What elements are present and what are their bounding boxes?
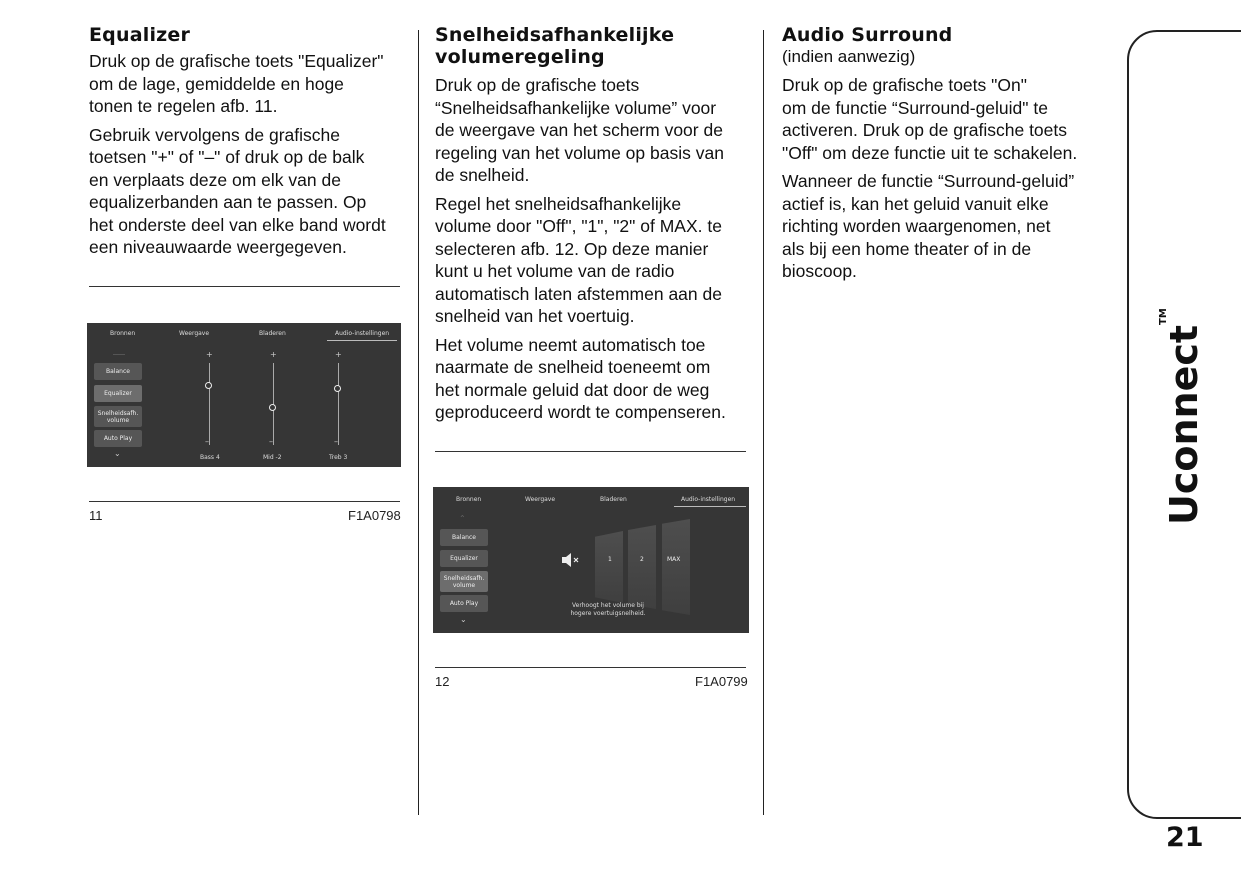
figure-12-caption-rule [435, 667, 746, 668]
auto-play-button[interactable]: Auto Play [94, 430, 142, 447]
equalizer-button[interactable]: Equalizer [94, 385, 142, 402]
active-tab-underline [674, 506, 746, 507]
slider-knob[interactable] [205, 382, 212, 389]
audio-surround-paragraph-2 [782, 170, 1102, 283]
text-line: geproduceerd wordt te compenseren. [435, 402, 726, 422]
page-number: 21 [1166, 822, 1204, 853]
tab-bladeren[interactable]: Bladeren [600, 496, 627, 503]
text-line: en verplaats deze om elk van de [89, 169, 341, 190]
chevron-down-icon[interactable]: ⌄ [114, 449, 121, 458]
text-line: de snelheid. [435, 165, 530, 185]
figure-11-equalizer-screen [87, 323, 401, 467]
column-equalizer [89, 24, 407, 259]
speed-volume-heading [435, 24, 753, 68]
figure-11-code: F1A0798 [348, 508, 401, 523]
text-line: equalizerbanden aan te passen. Op [89, 192, 367, 212]
scroll-up-indicator [113, 354, 125, 355]
chapter-title-uconnect [1158, 308, 1206, 525]
tab-bronnen[interactable]: Bronnen [456, 496, 482, 503]
text-line: naarmate de snelheid toeneemt om [435, 357, 711, 377]
active-tab-underline [327, 340, 397, 341]
tab-bladeren[interactable]: Bladeren [259, 330, 286, 337]
figure-11-caption-rule [89, 501, 400, 502]
equalizer-heading: Equalizer [89, 24, 191, 46]
volume-level-max-label: MAX [667, 556, 681, 563]
tab-audio-instellingen[interactable]: Audio-instellingen [335, 330, 390, 337]
heading-line: Snelheidsafhankelijke [435, 24, 675, 46]
slider-track[interactable] [209, 363, 210, 445]
text-line: volume door "Off", "1", "2" of MAX. te [435, 216, 722, 236]
text-line: Druk op de grafische toets [435, 75, 640, 95]
text-line: de weergave van het scherm voor de [435, 120, 723, 140]
volume-level-2-label: 2 [640, 556, 644, 563]
chevron-up-icon[interactable]: ⌃ [459, 514, 466, 523]
column-audio-surround [782, 24, 1102, 283]
slider-track[interactable] [338, 363, 339, 445]
tab-audio-instellingen[interactable]: Audio-instellingen [681, 496, 736, 503]
figure-12-number: 12 [435, 674, 450, 689]
balance-button[interactable]: Balance [94, 363, 142, 380]
mid-value-label: Mid -2 [263, 454, 282, 461]
audio-surround-subheading: (indien aanwezig) [782, 47, 916, 66]
text-line: actief is, kan het geluid vanuit elke [782, 193, 1049, 214]
figure-11-number: 11 [89, 508, 103, 523]
balance-button[interactable]: Balance [440, 529, 488, 546]
speed-volume-hint [543, 602, 673, 618]
plus-icon[interactable]: + [206, 350, 213, 359]
text-line: om de functie “Surround-geluid" te [782, 97, 1048, 118]
text-line: om de lage, gemiddelde en hoge [89, 73, 344, 94]
text-line: kunt u het volume van de radio [435, 261, 675, 281]
heading-line: volumeregeling [435, 46, 605, 68]
column-speed-volume [435, 24, 753, 424]
text-line: Wanneer de functie “Surround-geluid” [782, 171, 1075, 191]
minus-icon[interactable]: – [269, 437, 273, 446]
chapter-title-text: Uconnect [1162, 324, 1206, 525]
text-line: automatisch laten afstemmen aan de [435, 283, 722, 304]
text-line: Druk op de grafische toets "Equalizer" [89, 51, 384, 71]
text-line: toetsen "+" of "–" of druk op de balk [89, 147, 365, 167]
audio-surround-heading: Audio Surround [782, 24, 953, 46]
tab-bronnen[interactable]: Bronnen [110, 330, 136, 337]
equalizer-paragraph-1 [89, 50, 407, 118]
figure-12-speed-volume-screen [433, 487, 749, 633]
volume-level-max-button[interactable] [662, 519, 690, 615]
plus-icon[interactable]: + [335, 350, 342, 359]
text-line: Druk op de grafische toets "On" [782, 75, 1027, 95]
minus-icon[interactable]: – [205, 437, 209, 446]
trademark-mark: TM [1158, 308, 1169, 325]
text-line: regeling van het volume op basis van [435, 142, 724, 163]
figure-12-code: F1A0799 [695, 674, 748, 689]
text-line: "Off" om deze functie uit te schakelen. [782, 142, 1078, 163]
bass-value-label: Bass 4 [200, 454, 220, 461]
volume-level-1-button[interactable] [595, 531, 623, 603]
column-divider-1 [418, 30, 419, 815]
text-line: het normale geluid dat door de weg [435, 379, 710, 400]
chevron-down-icon[interactable]: ⌄ [460, 615, 467, 624]
minus-icon[interactable]: – [334, 437, 338, 446]
equalizer-paragraph-2 [89, 124, 407, 259]
speed-volume-paragraph-1 [435, 74, 753, 187]
text-line: Regel het snelheidsafhankelijke [435, 193, 682, 214]
audio-surround-paragraph-1 [782, 74, 1102, 164]
slider-knob[interactable] [334, 385, 341, 392]
text-line: Gebruik vervolgens de grafische [89, 124, 340, 145]
speed-volume-button[interactable]: Snelheidsafh. volume [94, 406, 142, 427]
tab-weergave[interactable]: Weergave [179, 330, 210, 337]
tab-weergave[interactable]: Weergave [525, 496, 556, 503]
text-line: Het volume neemt automatisch toe [435, 334, 706, 355]
hint-line: hogere voertuigsnelheid. [570, 610, 646, 617]
text-line: het onderste deel van elke band wordt [89, 214, 386, 235]
text-line: een niveauwaarde weergegeven. [89, 237, 347, 257]
column-divider-2 [763, 30, 764, 815]
text-line: tonen te regelen afb. 11. [89, 96, 278, 116]
mute-speaker-icon[interactable] [561, 552, 581, 568]
hint-line: Verhoogt het volume bij [572, 602, 644, 609]
treble-value-label: Treb 3 [329, 454, 348, 461]
text-line: activeren. Druk op de grafische toets [782, 120, 1068, 140]
auto-play-button[interactable]: Auto Play [440, 595, 488, 612]
slider-knob[interactable] [269, 404, 276, 411]
volume-level-2-button[interactable] [628, 525, 656, 609]
speed-volume-paragraph-2 [435, 193, 753, 328]
text-line: “Snelheidsafhankelijke volume” voor [435, 97, 717, 118]
volume-level-1-label: 1 [608, 556, 612, 563]
figure-11-top-rule [89, 286, 400, 287]
figure-12-top-rule [435, 451, 746, 452]
text-line: selecteren afb. 12. Op deze manier [435, 238, 709, 259]
text-line: bioscoop. [782, 261, 857, 281]
text-line: richting worden waargenomen, net [782, 216, 1051, 236]
plus-icon[interactable]: + [270, 350, 277, 359]
equalizer-button[interactable]: Equalizer [440, 550, 488, 567]
text-line: snelheid van het voertuig. [435, 306, 635, 326]
speed-volume-paragraph-3 [435, 334, 753, 424]
speed-volume-button[interactable]: Snelheidsafh. volume [440, 571, 488, 592]
text-line: als bij een home theater of in de [782, 238, 1032, 259]
